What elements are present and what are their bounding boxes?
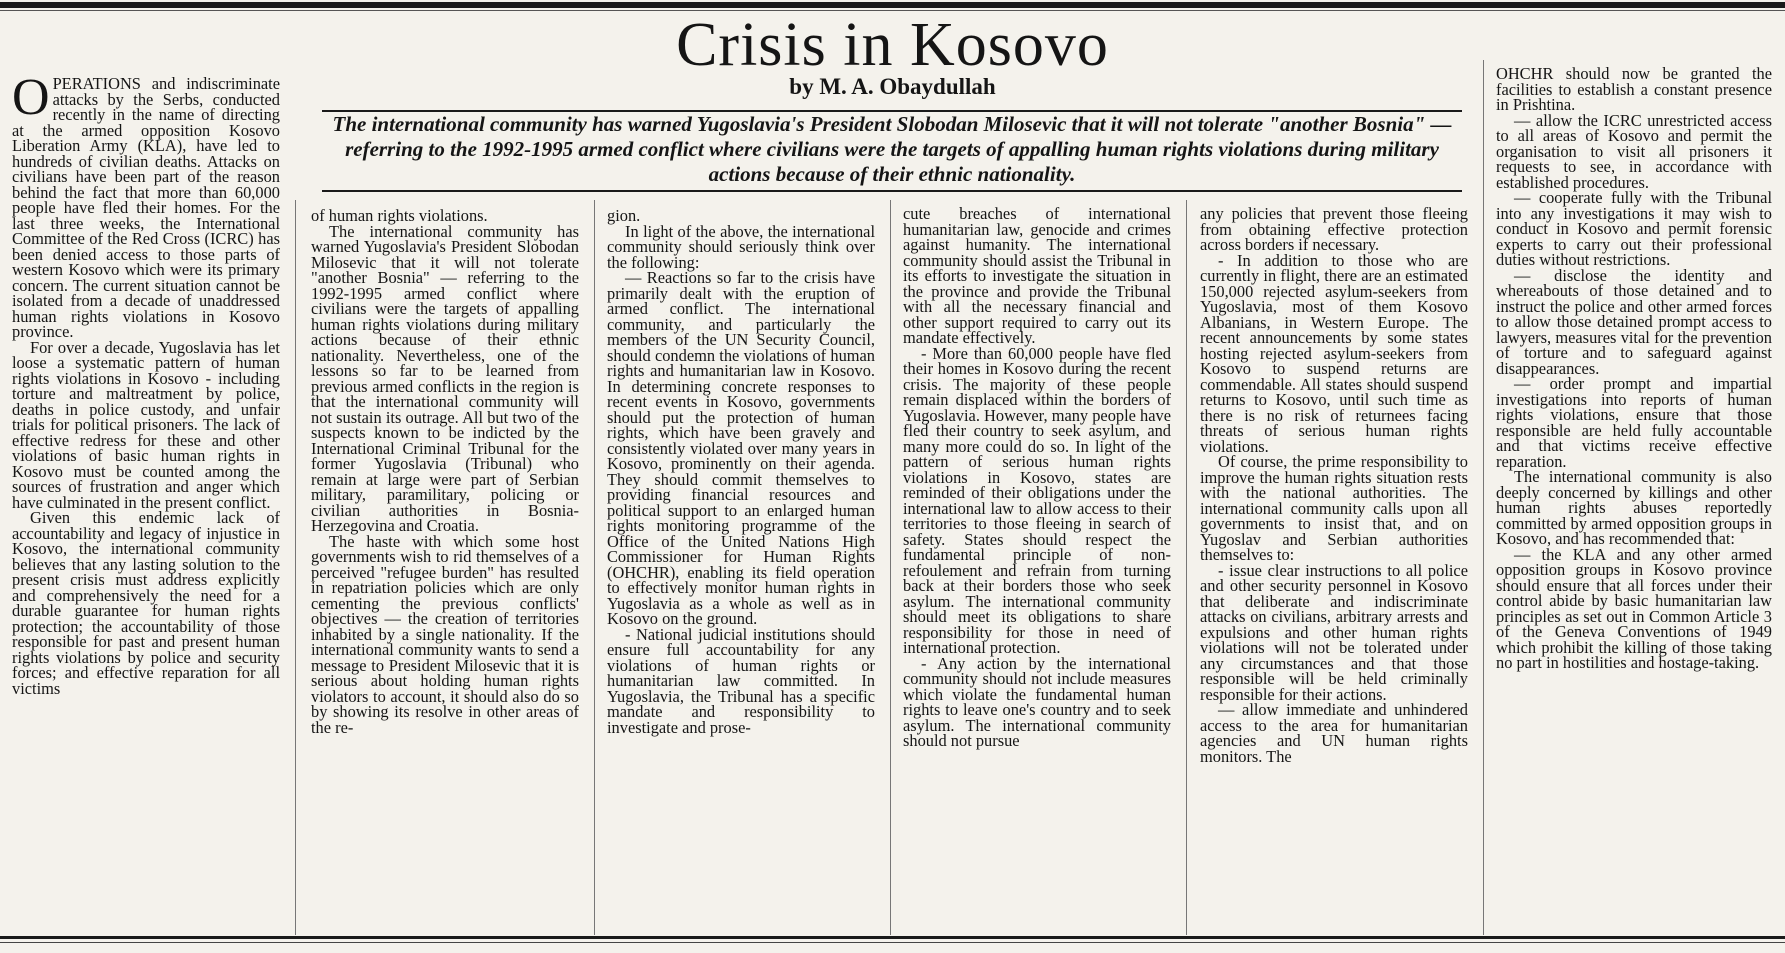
column-2-paragraph-1: of human rights violations. <box>311 208 488 225</box>
column-5-paragraph-3: Of course, the prime responsibility to improve the human rights situation rests with the national authorities. The international community calls upon all governments to insist that, and on Yugoslav and Serbian authorities themselves to: <box>1200 452 1468 564</box>
headline: Crisis in Kosovo <box>676 11 1109 79</box>
column-6-paragraph-3: — cooperate fully with the Tribunal into any investigations it may wish to conduct in Kosovo and permit forensic experts to carry out their professional duties without restrictions. <box>1496 188 1772 269</box>
column-1-paragraph-3: Given this endemic lack of accountability and legacy of injustice in Kosovo, the international community believes that any lasting solution to the present crisis must address explicitly and comprehensively the need for a durable guarantee for human rights protection; the accountability of those responsible for past and present human rights violations by police and security forces; and effective reparation for all victims <box>12 508 280 698</box>
column-3-paragraph-3: — Reactions so far to the crisis have primarily dealt with the eruption of armed conflict. The international community, and particularly the members of the UN Security Council, should condemn the violations of human rights and humanitarian law in Kosovo. In determining concrete responses to recent events in Kosovo, governments should put the protection of human rights, which have been gravely and consistently violated over many years in Kosovo, prominently on their agenda. They should commit themselves to providing financial resources and political support to an enlarged human rights monitoring programme of the Office of the United Nations High Commissioner for Human Rights (OHCHR), enabling its field operation to effectively monitor human rights in Yugoslavia as a whole as well as in Kosovo on the ground. <box>607 268 875 628</box>
column-6-paragraph-4: — disclose the identity and whereabouts of those detained and to instruct the police and other armed forces to allow those detained prompt access to lawyers, measures vital for the prevention of torture and to safeguard against disappearances. <box>1496 265 1772 378</box>
column-6-paragraph-5: — order prompt and impartial investigations into reports of human rights violations, ensure that those responsible are held fully accountable and that victims receive effective reparation. <box>1496 374 1772 471</box>
drop-cap: O <box>12 76 50 126</box>
deck: The international community has warned Yugoslavia's President Slobodan Milosevic that it will not tolerate "another Bosnia" — referring to the 1992-1995 armed conflict where civilians were the targets of appalling human rights violations during military actions because of their ethnic nationality. <box>332 112 1452 186</box>
column-6-paragraph-1: OHCHR should now be granted the facilities to establish a constant presence in Prishtina. <box>1496 66 1772 114</box>
column-2 <box>311 208 579 936</box>
column-1 <box>12 76 280 936</box>
column-1-paragraph-1: OPERATIONS and indiscriminate attacks by the Serbs, conducted recently in the name of directing at the armed opposition Kosovo Liberation Army (KLA), have led to hundreds of civilian deaths. Attacks on civilians have been part of the reason behind the fact that more than 60,000 people have fled their homes. For the last three weeks, the International Committee of the Red Cross (ICRC) has been denied access to those parts of western Kosovo which were its primary concern. The current situation cannot be isolated from a decade of unaddressed human rights violations in Kosovo province. <box>12 76 280 341</box>
column-4 <box>903 206 1171 936</box>
top-rule <box>0 2 1785 8</box>
column-6-paragraph-6: The international community is also deeply concerned by killings and other human rights abuses reportedly committed by armed opposition groups in Kosovo, and has recommended that: <box>1496 467 1772 548</box>
column-4-paragraph-1: cute breaches of international humanitarian law, genocide and crimes against humanity. The international community should assist the Tribunal in its efforts to investigate the situation in the province and provide the Tribunal with all the necessary financial and other support required to carry out its mandate effectively. <box>903 206 1171 347</box>
column-separator <box>1186 200 1187 935</box>
column-2-paragraph-3: The haste with which some host governments wish to rid themselves of a perceived "refugee burden" has resulted in repatriation policies which are only cementing the previous conflicts' objectives — the creation of territories inhabited by a single nationality. If the international community wants to send a message to President Milosevic that it is serious about holding human rights violators to account, it should also do so by showing its resolve in other areas of the re- <box>311 531 579 737</box>
column-3-paragraph-2: In light of the above, the international community should seriously think over the following: <box>607 221 875 272</box>
column-6-paragraph-2: — allow the ICRC unrestricted access to all areas of Kosovo and permit the organisation to visit all prisoners it requests to see, in accordance with established procedures. <box>1496 110 1772 192</box>
column-5-paragraph-5: — allow immediate and unhindered access to the area for humanitarian agencies and UN human rights monitors. The <box>1200 700 1468 766</box>
column-3 <box>607 208 875 936</box>
column-5-paragraph-1: any policies that prevent those fleeing from obtaining effective protection across borders if necessary. <box>1200 206 1468 254</box>
bottom-rule-thin <box>0 942 1785 943</box>
column-3-paragraph-1: gion. <box>607 208 641 225</box>
column-4-paragraph-2: - More than 60,000 people have fled their homes in Kosovo during the recent crisis. The majority of these people remain displaced within the borders of Yugoslavia. However, many people have fled their country to seek asylum, and many more could do so. In light of the pattern of serious human rights violations in Kosovo, states are reminded of their obligations under the international law to allow access to their territories to those fleeing in search of safety. States should respect the fundamental principle of non-refoulement and refrain from turning back at their borders those who seek asylum. The international community should meet its obligations to share responsibility for those in need of international protection. <box>903 343 1171 657</box>
column-separator <box>890 200 891 935</box>
column-2-paragraph-2: The international community has warned Yugoslavia's President Slobodan Milosevic that it will not tolerate "another Bosnia" — referring to the 1992-1995 armed conflict where civilians were the targets of appalling human rights violations during military actions because of their ethnic nationality. Nevertheless, one of the lessons so far to be learned from previous armed conflicts in the region is that the international community will not sustain its outrage. All but two of the suspects known to be indicted by the International Criminal Tribunal for the former Yugoslavia (Tribunal) who remain at large were part of Serbian military, paramilitary, policing or civilian authorities in Bosnia-Herzegovina and Croatia. <box>311 221 579 535</box>
byline: by M. A. Obaydullah <box>789 74 996 99</box>
column-5-paragraph-4: - issue clear instructions to all police and other security personnel in Kosovo that deliberate and indiscriminate attacks on civilians, arbitrary arrests and expulsions and other human rights violations will not be tolerated under any circumstances and that those responsible will be held criminally responsible for their actions. <box>1200 560 1468 704</box>
column-1-paragraph-2: For over a decade, Yugoslavia has let loose a systematic pattern of human rights violations in Kosovo - including torture and maltreatment by police, deaths in police custody, and unfair trials for political prisoners. The lack of effective redress for these and other violations of basic human rights in Kosovo must be counted among the sources of frustration and anger which have culminated in the present conflict. <box>12 337 280 512</box>
column-separator <box>295 200 296 935</box>
column-5-paragraph-2: - In addition to those who are currently in flight, there are an estimated 150,000 rejected asylum-seekers from Yugoslavia, most of them Kosovo Albanians, in Western Europe. The recent announcements by some states hosting rejected asylum-seekers from Kosovo to suspend returns are commendable. All states should suspend returns to Kosovo, until such time as there is no risk of returnees facing threats of serious human rights violations. <box>1200 250 1468 456</box>
deck-bottom-rule <box>322 190 1462 192</box>
column-4-paragraph-3: - Any action by the international community should not include measures which violate the fundamental human rights to leave one's country and to seek asylum. The international community should not pursue <box>903 653 1171 750</box>
bottom-rule <box>0 936 1785 939</box>
column-6-paragraph-7: — the KLA and any other armed opposition groups in Kosovo province should ensure that all forces under their control abide by basic humanitarian law principles as set out in Common Article 3 of the Geneva Conventions of 1949 which prohibit the killing of those taking no part in hostilities and hostage-taking. <box>1496 544 1772 672</box>
column-5 <box>1200 206 1468 936</box>
column-separator <box>594 200 595 935</box>
column-6 <box>1496 66 1772 936</box>
column-3-paragraph-4: - National judicial institutions should ensure full accountability for any violations of human rights or humanitarian law committed. In Yugoslavia, the Tribunal has a specific mandate and responsibility to investigate and prose- <box>607 624 875 737</box>
column-separator <box>1483 60 1484 935</box>
